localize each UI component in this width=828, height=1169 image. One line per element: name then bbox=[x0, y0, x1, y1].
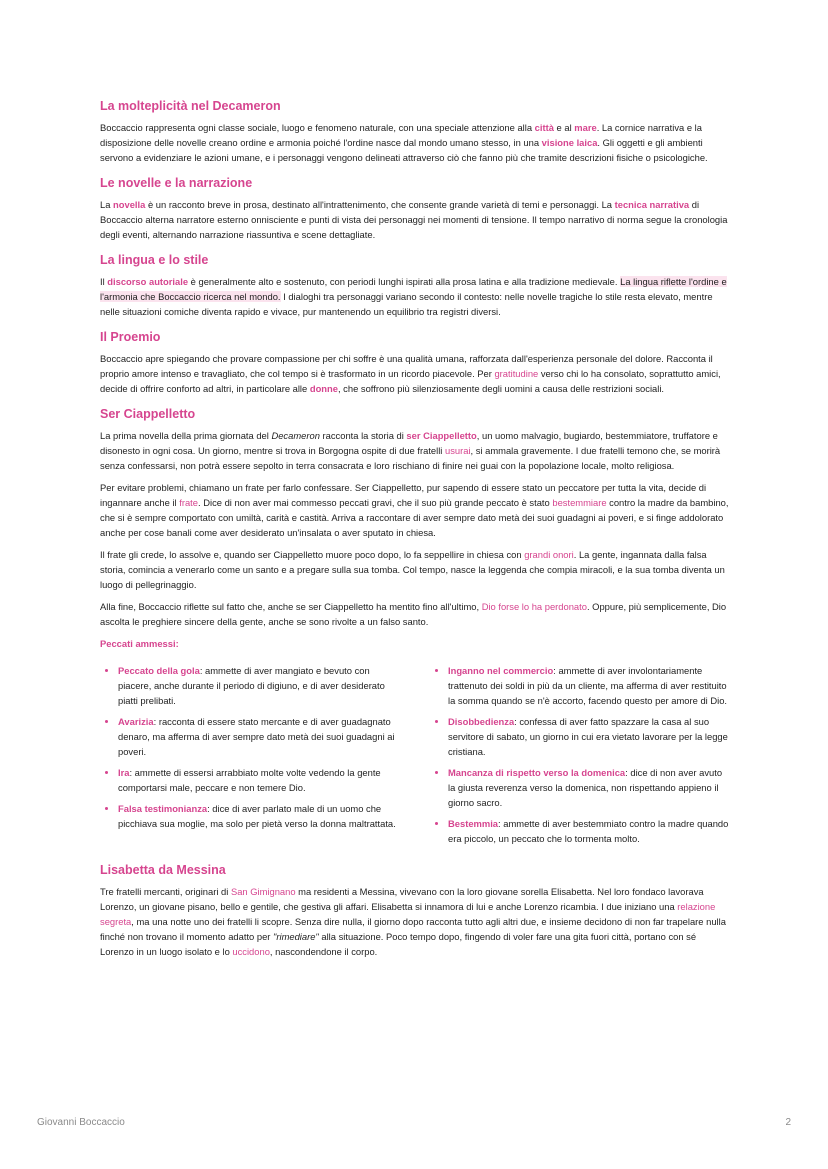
paragraph-ciappelletto-3 bbox=[100, 547, 730, 592]
text: . Oppure, più semplicemente, Dio ascolta le preghiere sincere della gente, anche se sono rivolte a un falso santo. bbox=[100, 601, 727, 627]
keyword: Dio forse lo ha perdonato bbox=[481, 601, 587, 612]
text: I dialoghi tra personaggi variano secondo il contesto: nelle novelle tragiche lo stile resta elevato, mentre nelle situazioni comiche diventa rapido e vivace, pur mantenendo un equilibrio tra registri diversi. bbox=[100, 291, 713, 317]
text: e al bbox=[553, 122, 575, 133]
paragraph-ciappelletto-4 bbox=[100, 599, 730, 629]
page-number: 2 bbox=[785, 1117, 791, 1128]
text: contro la madre da bambino, che si è sempre comportato con umiltà, carità e castità. Arriva a raccontare di aver sempre dato metà dei suoi guadagni ai poveri, e si finge addolorato anche per cose banali come aver desiderato un'insalata o aver sputato in chiesa. bbox=[100, 497, 729, 538]
keyword: mare bbox=[574, 122, 597, 133]
sins-columns bbox=[100, 663, 730, 852]
text: è un racconto breve in prosa, destinato all'intrattenimento, che consente grande varietà di temi e personaggi. La bbox=[145, 199, 615, 210]
section-title-molteplicita: La molteplicità nel Decameron bbox=[100, 99, 281, 113]
text: Boccaccio rappresenta ogni classe sociale, luogo e fenomeno naturale, con una speciale attenzione alla bbox=[100, 122, 535, 133]
sin-text: : confessa di aver fatto spazzare la casa al suo servitore di sabato, un giorno in cui era vietato lavorare per la legge cristiana. bbox=[448, 716, 728, 757]
text: verso chi lo ha consolato, soprattutto amici, decide di offrire conforto ad altri, in particolare alle bbox=[100, 368, 721, 394]
paragraph-ciappelletto-1 bbox=[100, 428, 730, 473]
keyword: grandi onori bbox=[524, 549, 574, 560]
section-title-lisabetta: Lisabetta da Messina bbox=[100, 863, 226, 877]
keyword: donne bbox=[309, 383, 338, 394]
text: . Dice di non aver mai commesso peccati gravi, che il suo più grande peccato è stato bbox=[198, 497, 553, 508]
keyword: visione laica bbox=[541, 137, 598, 148]
keyword: città bbox=[534, 122, 554, 133]
section-title-lingua: La lingua e lo stile bbox=[100, 253, 209, 267]
sin-text: : ammette di essersi arrabbiato molte volte vedendo la gente comportarsi male, peccare e non temere Dio. bbox=[118, 767, 381, 793]
list-item bbox=[448, 765, 730, 810]
list-item bbox=[118, 765, 400, 795]
sin-text: : ammette di aver mangiato e bevuto con piacere, anche durante il periodo di digiuno, e di aver desiderato piatti prelibati. bbox=[118, 665, 385, 706]
keyword: tecnica narrativa bbox=[614, 199, 690, 210]
text: , che soffrono più silenziosamente degli uomini a causa delle restrizioni sociali. bbox=[337, 383, 665, 394]
keyword: relazione segreta bbox=[100, 901, 716, 927]
list-item bbox=[118, 714, 400, 759]
text: racconta la storia di bbox=[319, 430, 407, 441]
list-item bbox=[448, 663, 730, 708]
text: alla situazione. Poco tempo dopo, fingendo di voler fare una gita fuori città, portano con sé Lorenzo in un luogo isolato e lo bbox=[100, 931, 697, 957]
sins-list-right bbox=[430, 663, 730, 846]
sin-text: : racconta di essere stato mercante e di aver guadagnato denaro, ma afferma di aver sempre dato metà dei suoi guadagni ai poveri. bbox=[118, 716, 395, 757]
text: , nascondendone il corpo. bbox=[269, 946, 378, 957]
footer-title: Giovanni Boccaccio bbox=[37, 1117, 125, 1128]
text: . La gente, ingannata dalla falsa storia, comincia a venerarlo come un santo e a pregare sulla sua tomba. Col tempo, nasce la leggenda che compia miracoli, e la sua tomba diventa un luogo di pellegrinaggio. bbox=[100, 549, 725, 590]
page-footer bbox=[37, 1117, 791, 1128]
text: La prima novella della prima giornata del bbox=[100, 430, 272, 441]
text: Alla fine, Boccaccio riflette sul fatto che, anche se ser Ciappelletto ha mentito fino all'ultimo, bbox=[100, 601, 482, 612]
text: Il bbox=[100, 276, 108, 287]
text: è generalmente alto e sostenuto, con periodi lunghi ispirati alla prosa latina e alla tradizione medievale. bbox=[188, 276, 621, 287]
paragraph-novelle bbox=[100, 197, 730, 242]
section-title-ciappelletto: Ser Ciappelletto bbox=[100, 407, 196, 421]
sin-term: Disobbedienza bbox=[448, 716, 515, 727]
keyword: frate bbox=[179, 497, 198, 508]
keyword: San Gimignano bbox=[230, 886, 296, 897]
sin-term: Falsa testimonianza bbox=[118, 803, 208, 814]
keyword: gratitudine bbox=[494, 368, 539, 379]
sins-list-left bbox=[100, 663, 400, 831]
keyword: bestemmiare bbox=[552, 497, 607, 508]
italic-quote: "rimediare" bbox=[273, 931, 319, 942]
sin-term: Bestemmia bbox=[448, 818, 499, 829]
paragraph-proemio bbox=[100, 351, 730, 396]
text: ma residenti a Messina, vivevano con la loro giovane sorella Elisabetta. Nel loro fondaco lavorava Lorenzo, un giovane pisano, bello e gentile, che gestiva gli affari. Elisabetta si innamora di lui e anche Lorenzo ricambia. I due iniziano una bbox=[100, 886, 704, 912]
keyword: discorso autoriale bbox=[107, 276, 189, 287]
keyword: ser Ciappelletto bbox=[406, 430, 477, 441]
text: di Boccaccio alterna narratore esterno onnisciente e punti di vista dei personaggi nei momenti di tensione. Il tempo narrativo di norma segue la cronologia degli eventi, alternando narrazione riassuntiva e scene dettagliate. bbox=[100, 199, 728, 240]
list-item bbox=[118, 663, 400, 708]
sins-subtitle: Peccati ammessi: bbox=[100, 638, 179, 649]
paragraph-molteplicita bbox=[100, 120, 730, 165]
text: La bbox=[100, 199, 114, 210]
sin-term: Ira bbox=[118, 767, 130, 778]
list-item bbox=[448, 714, 730, 759]
sin-term: Inganno nel commercio bbox=[448, 665, 554, 676]
text: . La cornice narrativa e la disposizione delle novelle creano ordine e armonia poiché l'ordine nasce dal mondo umano stesso, in una bbox=[100, 122, 702, 148]
sin-term: Mancanza di rispetto verso la domenica bbox=[448, 767, 626, 778]
keyword: uccidono bbox=[232, 946, 270, 957]
text: Boccaccio apre spiegando che provare compassione per chi soffre è una qualità umana, rafforzata dall'esperienza personale del dolore. Racconta il proprio amore intenso e travagliato, che col tempo si è trasformato in un ricordo piacevole. Per bbox=[100, 353, 713, 379]
sin-term: Peccato della gola bbox=[118, 665, 200, 676]
sin-text: : dice di aver parlato male di un uomo che picchiava sua moglie, ma solo per pietà verso la donna maltrattata. bbox=[118, 803, 396, 829]
sin-text: : dice di non aver avuto la giusta reverenza verso la domenica, non rispettando appieno il giorno sacro. bbox=[448, 767, 723, 808]
paragraph-lisabetta bbox=[100, 884, 730, 959]
text: Il frate gli crede, lo assolve e, quando ser Ciappelletto muore poco dopo, lo fa seppellire in chiesa con bbox=[100, 549, 525, 560]
list-item bbox=[118, 801, 400, 831]
sin-term: Avarizia bbox=[118, 716, 154, 727]
sins-left-column bbox=[100, 663, 400, 852]
text: , si ammala gravemente. I due fratelli temono che, se morirà senza confessarsi, non potrà essere sepolto in terra consacrata e loro rischiano di finire nei guai con la popolazione locale, molto religiosa. bbox=[100, 445, 721, 471]
paragraph-ciappelletto-2 bbox=[100, 480, 730, 540]
section-title-novelle: Le novelle e la narrazione bbox=[100, 176, 253, 190]
paragraph-lingua bbox=[100, 274, 730, 319]
keyword: novella bbox=[113, 199, 146, 210]
highlighted-sentence: La lingua riflette l'ordine e l'armonia che Boccaccio ricerca nel mondo. bbox=[100, 276, 727, 302]
sins-right-column bbox=[430, 663, 730, 852]
sin-text: : ammette di aver bestemmiato contro la madre quando era piccolo, un peccato che lo tormenta molto. bbox=[448, 818, 729, 844]
text: , un uomo malvagio, bugiardo, bestemmiatore, truffatore e disonesto in ogni cosa. Un giorno, mentre si trova in Borgogna ospite di due fratelli bbox=[100, 430, 718, 456]
keyword: usurai bbox=[445, 445, 471, 456]
sin-text: : ammette di aver involontariamente trattenuto dei soldi in più da un cliente, ma afferma di aver restituito la somma quando se n'è accorto, facendo questo per amore di Dio. bbox=[448, 665, 728, 706]
page-content bbox=[100, 92, 730, 966]
section-title-proemio: Il Proemio bbox=[100, 330, 161, 344]
text: , ma una notte uno dei fratelli li scopre. Senza dire nulla, il giorno dopo racconta tutto agli altri due, e insieme decidono di non far trapelare nulla finché non trovano il momento adatto per bbox=[100, 916, 726, 942]
list-item bbox=[448, 816, 730, 846]
text: . Gli oggetti e gli ambienti servono a evidenziare le azioni umane, e i personaggi vengono delineati attraverso ciò che fanno più che tramite descrizioni fisiche o psicologiche. bbox=[100, 137, 708, 163]
italic-title: Decameron bbox=[271, 430, 320, 441]
text: Tre fratelli mercanti, originari di bbox=[100, 886, 231, 897]
text: Per evitare problemi, chiamano un frate per farlo confessare. Ser Ciappelletto, pur sapendo di essere stato un peccatore per tutta la vita, decide di ingannare anche il bbox=[100, 482, 707, 508]
